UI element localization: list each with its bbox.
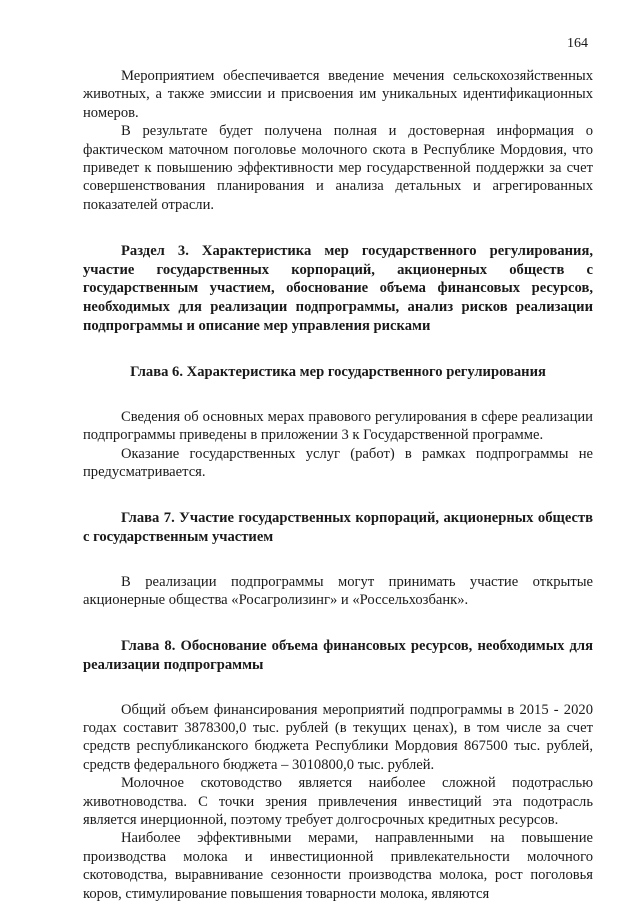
paragraph-total-financing: Общий объем финансирования мероприятий подпрограммы в 2015 - 2020 годах составит 3878300,0 тыс. рублей (в текущих ценах), в том числе за счет средств республиканского бюджета Республики Мордовия 867500 тыс. рублей, средств федерального бюджета – 3010800,0 тыс. рублей. — [83, 701, 593, 773]
paragraph-effective-measures: Наиболее эффективными мерами, направленными на повышение производства молока и инвестиционной привлекательности молочного скотоводства, выравнивание сезонности производства молока, рост поголовья коров, стимулирование повышения товарности молока, являются — [83, 830, 593, 902]
paragraph-participants: В реализации подпрограммы могут принимать участие открытые акционерные общества «Росагролизинг» и «Россельхозбанк». — [83, 573, 593, 609]
page-content — [83, 67, 593, 903]
chapter-7-heading: Глава 7. Участие государственных корпораций, акционерных обществ с государственным участием — [83, 510, 593, 546]
paragraph-state-services: Оказание государственных услуг (работ) в рамках подпрограммы не предусматривается. — [83, 445, 593, 481]
paragraph-result-info: В результате будет получена полная и достоверная информация о фактическом маточном поголовье молочного скота в Республике Мордовия, что приведет к повышению эффективности мер государственной поддержки за счет совершенствования планирования и анализа детальных и агрегированных показателей отрасли. — [83, 123, 593, 213]
paragraph-dairy-farming: Молочное скотоводство является наиболее сложной подотраслью животноводства. С точки зрения привлечения инвестиций эта подотрасль является инерционной, поэтому требует долгосрочных кредитных ресурсов. — [83, 775, 593, 829]
chapter-6-heading: Глава 6. Характеристика мер государственного регулирования — [130, 364, 546, 381]
paragraph-legal-regulation: Сведения об основных мерах правового регулирования в сфере реализации подпрограммы приведены в приложении 3 к Государственной программе. — [83, 408, 593, 444]
paragraph-marking-animals: Мероприятием обеспечивается введение мечения сельскохозяйственных животных, а также эмиссии и присвоения им уникальных идентификационных номеров. — [83, 68, 593, 121]
section-3-heading: Раздел 3. Характеристика мер государственного регулирования, участие государственных корпораций, акционерных обществ с государственным участием, обоснование объема финансовых ресурсов, необходимых для реализации подпрограммы, анализ рисков реализации подпрограммы и описание мер управления рисками — [83, 243, 593, 334]
page-number: 164 — [567, 36, 588, 51]
chapter-8-heading: Глава 8. Обоснование объема финансовых ресурсов, необходимых для реализации подпрограммы — [83, 638, 593, 674]
